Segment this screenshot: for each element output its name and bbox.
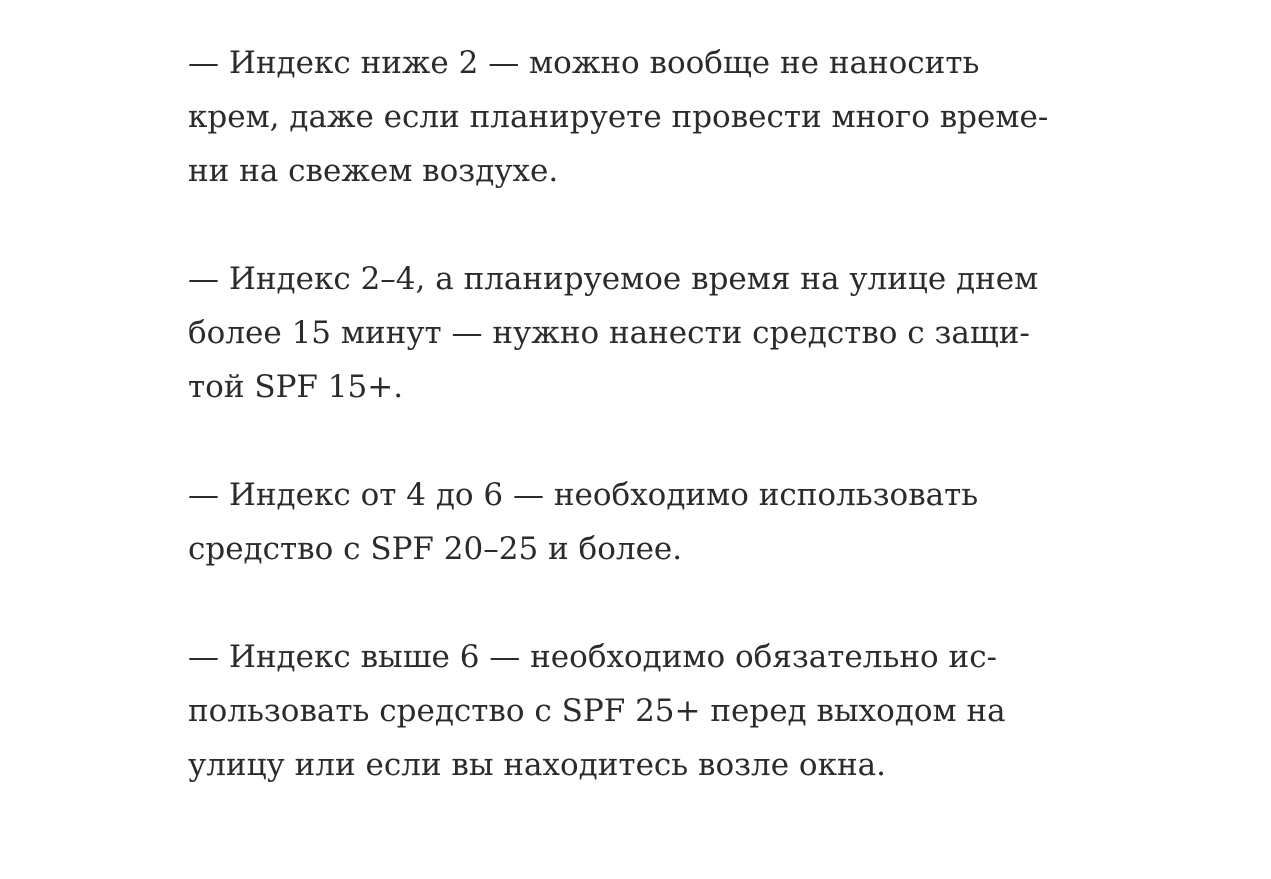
paragraph-uv-4-6 bbox=[188, 468, 1028, 576]
text-line: — Индекс ниже 2 — можно вообще не наносить bbox=[188, 45, 980, 81]
text-line: средство с SPF 20–25 и более. bbox=[188, 531, 683, 567]
text-line: крем, даже если планируете провести много време- bbox=[188, 99, 1049, 135]
text-line: улицу или если вы находитесь возле окна. bbox=[188, 747, 886, 783]
text-line: той SPF 15+. bbox=[188, 369, 404, 405]
paragraph-uv-2-4 bbox=[188, 252, 1039, 414]
paragraph-uv-below-2 bbox=[188, 36, 1049, 198]
text-line: — Индекс 2–4, а планируемое время на улице днем bbox=[188, 261, 1039, 297]
text-line: более 15 минут — нужно нанести средство с защи- bbox=[188, 315, 1030, 351]
text-line: ни на свежем воздухе. bbox=[188, 153, 559, 189]
text-line: пользовать средство с SPF 25+ перед выходом на bbox=[188, 693, 1006, 729]
article-body bbox=[188, 36, 1049, 846]
text-line: — Индекс от 4 до 6 — необходимо использовать bbox=[188, 477, 979, 513]
text-line: — Индекс выше 6 — необходимо обязательно ис- bbox=[188, 639, 998, 675]
paragraph-uv-above-6 bbox=[188, 630, 1028, 792]
